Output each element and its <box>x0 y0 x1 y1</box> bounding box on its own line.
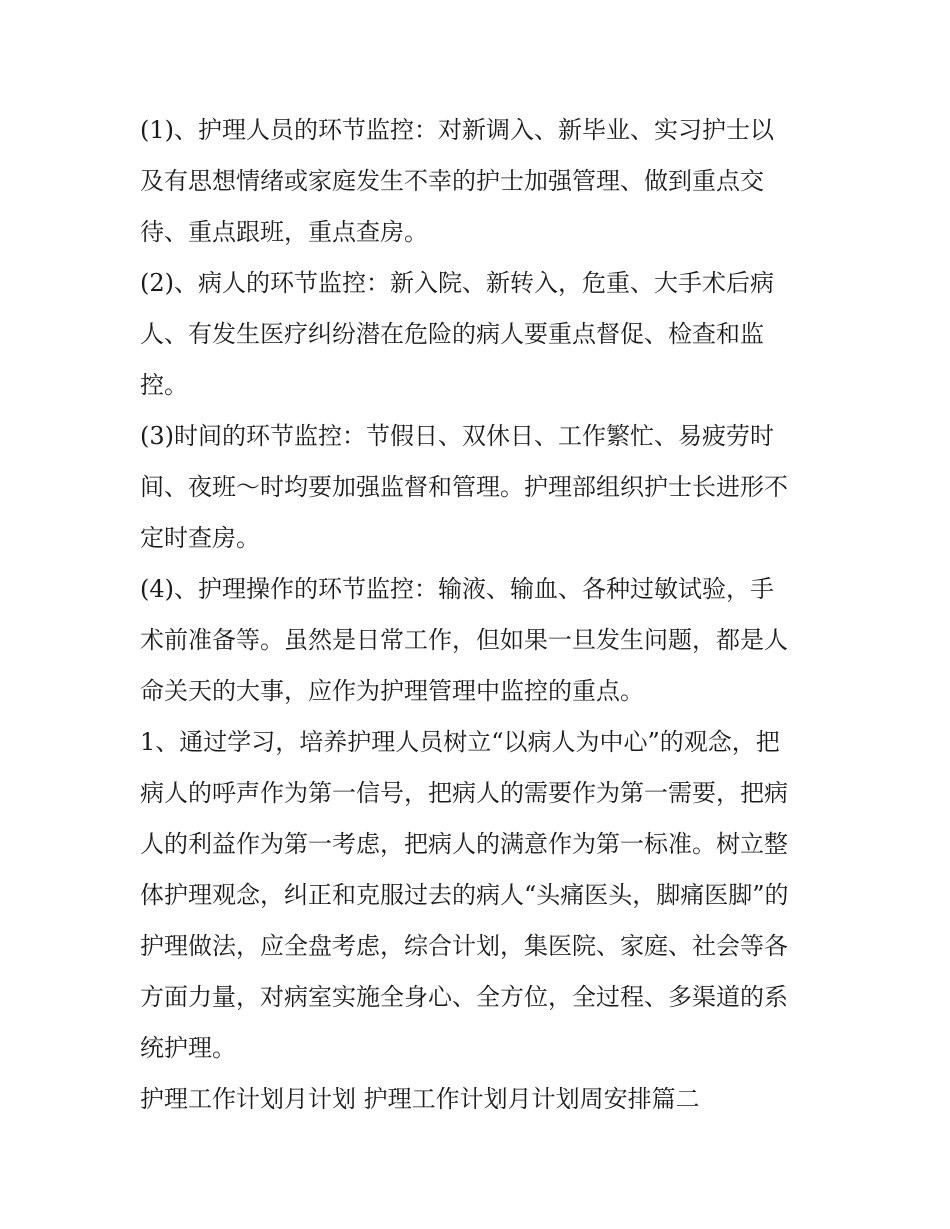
document-body <box>140 108 820 1128</box>
text-line: (1)、护理人员的环节监控：对新调入、新毕业、实习护士以 <box>140 116 774 144</box>
text-line: 人的利益作为第一考虑，把病人的满意作为第一标准。树立整 <box>140 830 788 858</box>
text-line: 控。 <box>140 371 188 399</box>
text-line: 体护理观念，纠正和克服过去的病人“头痛医头，脚痛医脚”的 <box>140 881 789 909</box>
text-line: 方面力量，对病室实施全身心、全方位，全过程、多渠道的系 <box>140 983 788 1011</box>
text-line: (3)时间的环节监控：节假日、双休日、工作繁忙、易疲劳时 <box>140 422 774 450</box>
text-line: 间、夜班～时均要加强监督和管理。护理部组织护士长进形不 <box>140 473 788 501</box>
text-line: 统护理。 <box>140 1034 236 1062</box>
text-line: (4)、护理操作的环节监控：输液、输血、各种过敏试验，手 <box>140 575 774 603</box>
text-line: (2)、病人的环节监控：新入院、新转入，危重、大手术后病 <box>140 269 774 297</box>
text-line: 1、通过学习，培养护理人员树立“以病人为中心”的观念，把 <box>140 728 780 756</box>
text-line: 及有思想情绪或家庭发生不幸的护士加强管理、做到重点交 <box>140 167 764 195</box>
text-line: 定时查房。 <box>140 524 260 552</box>
text-line: 命关天的大事，应作为护理管理中监控的重点。 <box>140 677 644 705</box>
section-heading: 护理工作计划月计划 护理工作计划月计划周安排篇二 <box>140 1085 700 1113</box>
text-line: 病人的呼声作为第一信号，把病人的需要作为第一需要，把病 <box>140 779 788 807</box>
text-line: 护理做法，应全盘考虑，综合计划，集医院、家庭、社会等各 <box>140 932 788 960</box>
text-line: 待、重点跟班，重点查房。 <box>140 218 428 246</box>
text-line: 术前准备等。虽然是日常工作，但如果一旦发生问题，都是人 <box>140 626 788 654</box>
text-line: 人、有发生医疗纠纷潜在危险的病人要重点督促、检查和监 <box>140 320 764 348</box>
